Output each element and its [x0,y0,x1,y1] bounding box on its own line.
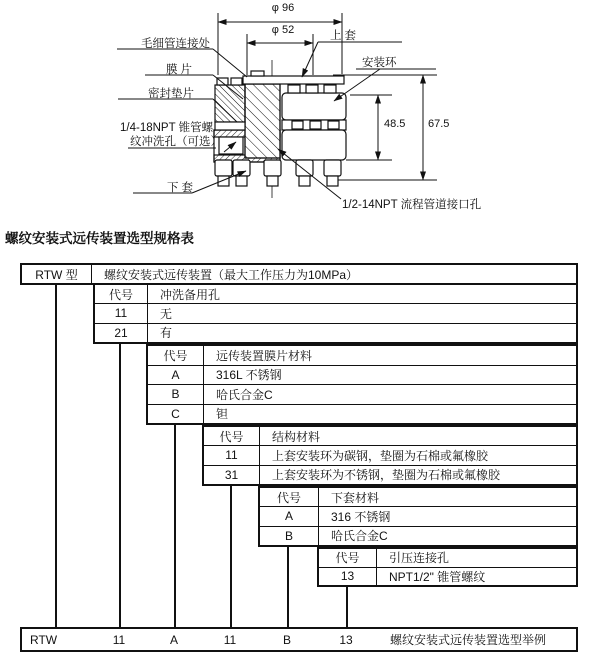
table-row [22,265,576,283]
row-code: 11 [204,446,260,464]
label-lower-sleeve: 下套 [167,182,196,194]
dim-inner-diameter: φ 52 [271,24,295,36]
connector-line-flush-hole [119,344,121,627]
table-row [148,384,576,404]
row-code: 21 [95,324,148,342]
example-value-diaphragm: A [169,632,179,647]
row-desc: 上套安装环为不锈钢，垫圈为石棉或氟橡胶 [272,468,501,483]
row-code: 13 [319,568,377,586]
table-row [148,346,576,365]
row-code: 代号 [204,427,260,445]
table-row [260,506,576,525]
row-desc: 下套材料 [331,490,380,505]
row-code: RTW 型 [22,265,92,283]
table-row [319,567,576,586]
table-group-pressure-port [317,547,578,587]
table-row [95,303,576,322]
row-code: A [260,507,319,525]
row-desc: 哈氏合金C [216,387,273,402]
table-group-model [20,263,578,285]
connector-line-model [55,283,57,627]
row-desc: 远传装置膜片材料 [216,348,313,363]
row-desc: 上套安装环为碳钢，垫圈为石棉或氟橡胶 [272,448,489,463]
connector-line-pressure-port [346,587,348,627]
example-value-lower-sleeve: B [282,632,292,647]
table-row [319,549,576,567]
row-code: 31 [204,466,260,484]
example-value-pressure-port: 13 [339,632,353,647]
table-row [204,427,576,445]
row-desc: 钽 [216,407,229,422]
row-desc: 结构材料 [272,429,321,444]
dim-outer-diameter: φ 96 [271,2,295,14]
label-flush-hole-line2: 纹冲洗孔（可选） [130,136,222,148]
dim-ring-height: 48.5 [384,118,406,130]
row-code: B [260,527,319,545]
label-diaphragm: 膜片 [166,64,195,76]
table-row [260,488,576,506]
table-row [204,465,576,484]
table-row [204,445,576,464]
table-title: 螺纹安装式远传装置选型规格表 [5,231,194,246]
row-code: C [148,405,204,424]
row-code: 代号 [95,285,148,303]
table-group-structure-material [202,425,578,486]
row-code: 11 [95,304,148,322]
part-body [214,60,346,198]
table-row [95,285,576,303]
label-process-pipe-port: 1/2-14NPT 流程管道接口孔 [342,199,482,211]
row-code: A [148,366,204,385]
example-label: 螺纹安装式远传装置选型举例 [390,633,547,647]
row-desc: 有 [160,326,173,341]
table-row [148,365,576,385]
label-mounting-ring: 安装环 [362,57,397,69]
example-row [20,627,578,652]
row-desc: 316 不锈钢 [331,509,391,524]
label-flush-hole-line1: 1/4-18NPT 锥管螺 [120,122,214,134]
label-capillary-connection: 毛细管连接处 [141,38,210,50]
row-code: B [148,385,204,404]
example-value-structure: 11 [223,632,237,647]
table-row [95,323,576,342]
example-value-flush-hole: 11 [112,632,126,647]
label-sealing-gasket: 密封垫片 [148,88,194,100]
label-upper-sleeve: 上套 [330,30,359,42]
row-desc: 316L 不锈钢 [216,368,282,383]
row-desc: 无 [160,306,173,321]
row-desc: NPT1/2" 锥管螺纹 [389,569,486,584]
dim-total-height: 67.5 [428,118,450,130]
example-value-model: RTW [30,632,58,647]
row-desc: 螺纹安装式远传装置（最大工作压力为10MPa） [104,267,359,282]
row-desc: 哈氏合金C [331,529,388,544]
row-code: 代号 [148,346,204,365]
connector-line-lower-sleeve [287,547,289,627]
row-desc: 引压连接孔 [389,551,450,566]
connector-line-diaphragm [174,425,176,627]
row-desc: 冲洗备用孔 [160,287,221,302]
row-code: 代号 [260,488,319,506]
table-group-diaphragm-material [146,344,578,425]
row-code: 代号 [319,549,377,567]
table-group-lower-sleeve-material [258,486,578,547]
table-row [148,404,576,424]
connector-line-structure [230,486,232,627]
table-row [260,526,576,545]
table-group-flush-spare-hole [93,283,578,344]
